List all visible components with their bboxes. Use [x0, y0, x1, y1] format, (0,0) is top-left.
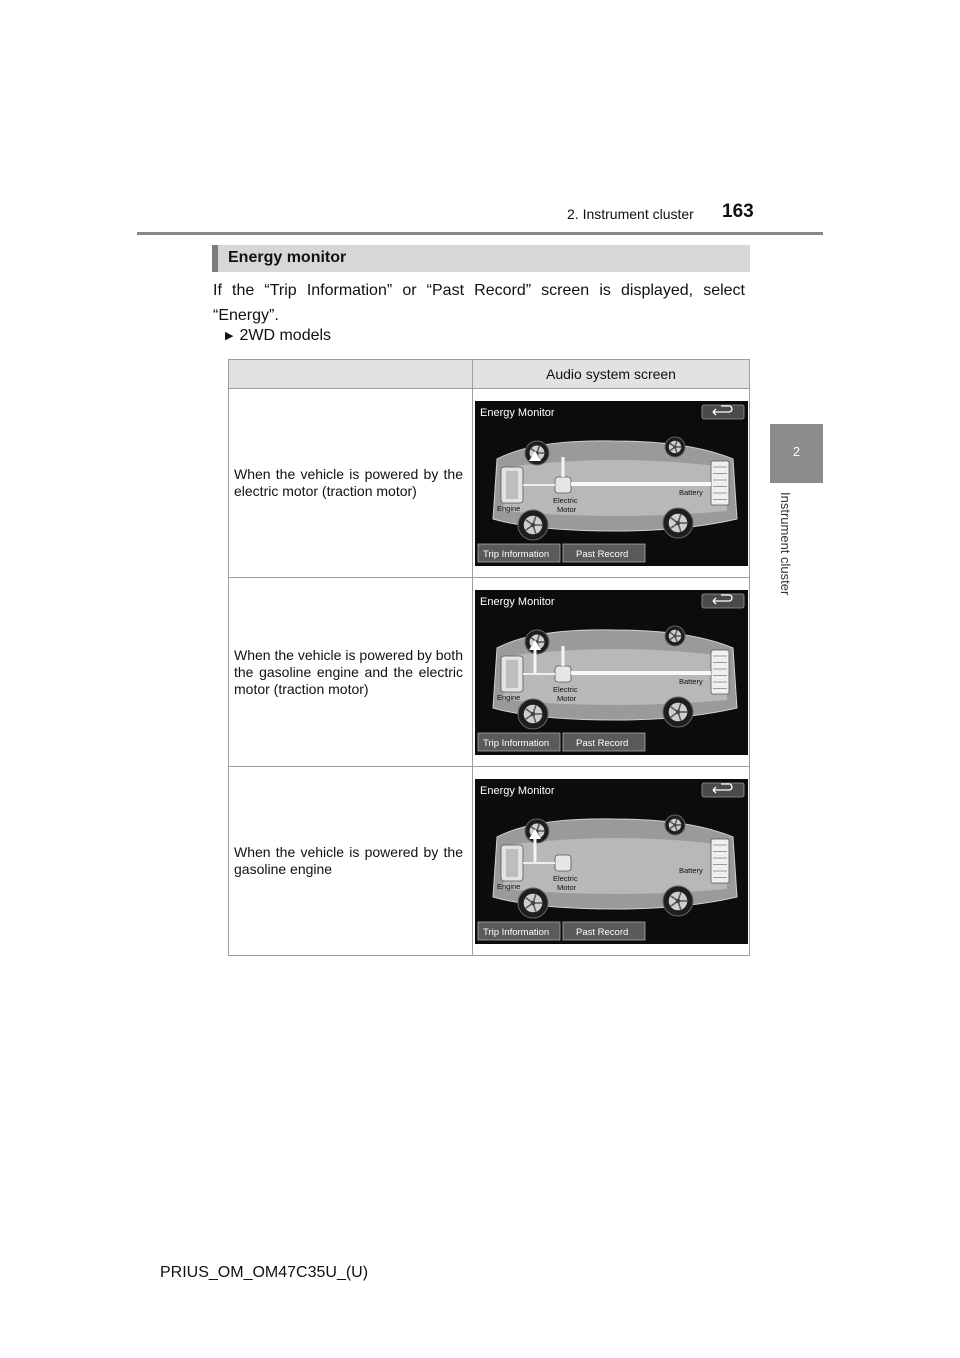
energy-monitor-screen [475, 590, 748, 755]
motor-label: Electric [552, 684, 578, 694]
trip-information-label: Trip Information [482, 926, 549, 938]
section-title: Energy monitor [228, 249, 347, 266]
screen-title: Energy Monitor [479, 406, 555, 419]
chapter-number: 2 [792, 444, 801, 459]
wheel-hub [530, 900, 535, 905]
table-row [229, 578, 750, 767]
wheel-hub [530, 711, 535, 716]
table-header-empty [229, 360, 473, 389]
engine-label: Engine [496, 692, 520, 702]
wheel-hub [675, 520, 680, 525]
trip-information-label: Trip Information [482, 737, 549, 749]
motor-unit [555, 477, 571, 493]
table-row [229, 767, 750, 956]
row-description: When the vehicle is powered by the gasoline engine [229, 767, 473, 956]
past-record-label: Past Record [575, 737, 628, 749]
table-header-row [229, 360, 750, 389]
battery-flow-line [571, 671, 711, 675]
battery-flow-line [571, 482, 711, 486]
row-screenshot [473, 767, 750, 956]
engine-label: Engine [496, 503, 520, 513]
chapter-title: Instrument cluster [778, 492, 793, 596]
energy-monitor-screen [475, 779, 748, 944]
trip-information-label: Trip Information [482, 548, 549, 560]
screen-title: Energy Monitor [479, 784, 555, 797]
screen-title: Energy Monitor [479, 595, 555, 608]
bullet-arrow-icon: ▶ [225, 330, 234, 342]
motor-label: Electric [552, 873, 578, 883]
wheel-hub [673, 445, 676, 448]
section-title-bar [212, 245, 750, 272]
motor-label: Motor [556, 504, 576, 514]
header-rule [137, 232, 823, 235]
row-screenshot [473, 389, 750, 578]
row-description: When the vehicle is powered by both the gasoline engine and the electric motor (traction motor) [229, 578, 473, 767]
wheel-hub [673, 823, 676, 826]
engine-label: Engine [496, 881, 520, 891]
motor-label: Motor [556, 693, 576, 703]
past-record-label: Past Record [575, 926, 628, 938]
engine-detail [506, 849, 518, 877]
motor-label: Electric [552, 495, 578, 505]
battery-pack [711, 650, 729, 694]
wheel-hub [530, 522, 535, 527]
wheel-hub [673, 634, 676, 637]
battery-label: Battery [678, 676, 703, 686]
wheel-hub [675, 898, 680, 903]
wheel-hub [675, 709, 680, 714]
section-header: 2. Instrument cluster [567, 206, 694, 222]
bullet-item [225, 327, 331, 345]
battery-pack [711, 839, 729, 883]
battery-label: Battery [678, 487, 703, 497]
motor-label: Motor [556, 882, 576, 892]
engine-detail [506, 660, 518, 688]
engine-detail [506, 471, 518, 499]
battery-label: Battery [678, 865, 703, 875]
battery-pack [711, 461, 729, 505]
table-header-audio: Audio system screen [473, 360, 750, 389]
row-description: When the vehicle is powered by the electric motor (traction motor) [229, 389, 473, 578]
bullet-text: 2WD models [239, 327, 332, 344]
page-number: 163 [722, 201, 754, 222]
energy-monitor-screen [475, 401, 748, 566]
past-record-label: Past Record [575, 548, 628, 560]
row-screenshot [473, 578, 750, 767]
motor-unit [555, 855, 571, 871]
intro-paragraph: If the “Trip Information” or “Past Record” screen is displayed, select “Energy”. [213, 282, 745, 324]
energy-monitor-table [228, 359, 750, 956]
table-row [229, 389, 750, 578]
chapter-tab [770, 424, 823, 483]
footer-code: PRIUS_OM_OM47C35U_(U) [160, 1264, 369, 1281]
motor-unit [555, 666, 571, 682]
